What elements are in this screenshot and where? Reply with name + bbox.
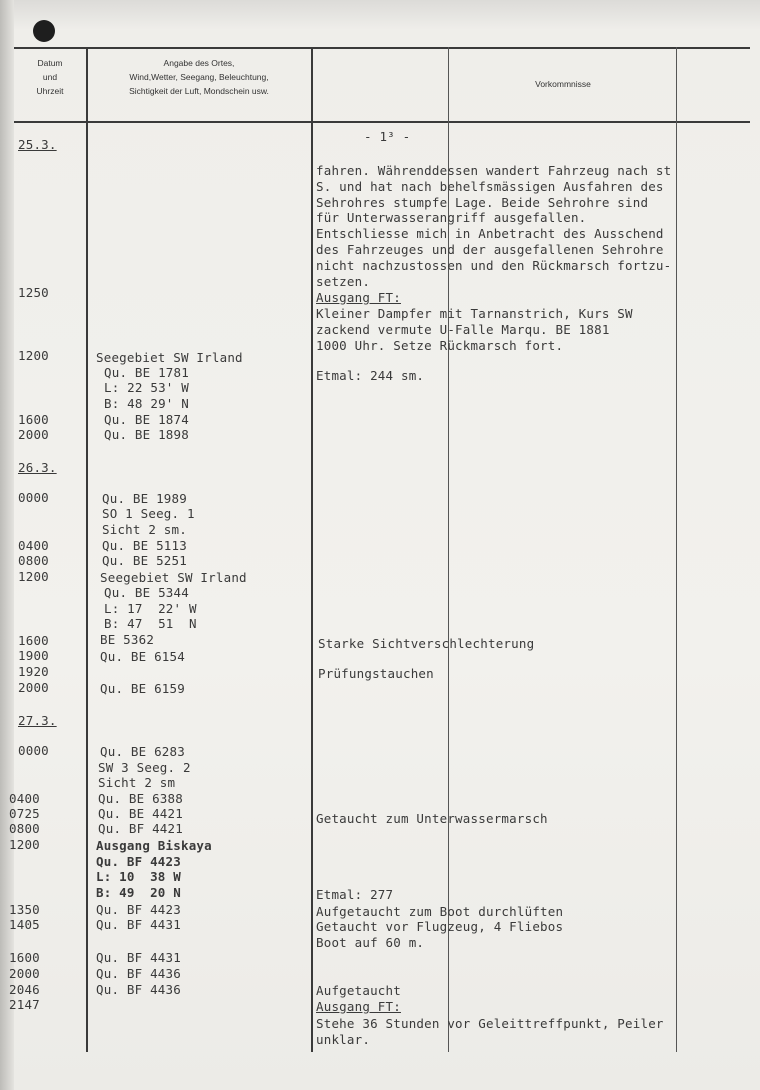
event-line: Aufgetaucht zum Boot durchlüften [316, 904, 564, 919]
place-entry: Qu. BF 4423 [96, 902, 181, 917]
time-entry: 0400 [18, 538, 49, 553]
place-entry: Qu. BE 1989 [102, 491, 187, 506]
place-entry: Qu. BE 6154 [100, 649, 185, 664]
event-line: Etmal: 244 sm. [316, 368, 425, 383]
time-entry: 1600 [18, 412, 49, 427]
time-entry: 0725 [9, 806, 40, 821]
place-entry: Qu. BE 5113 [102, 538, 187, 553]
header-place-line: Sichtigkeit der Luft, Mondschein usw. [129, 86, 269, 96]
event-line: S. und hat nach behelfsmässigen Ausfahren des [316, 179, 664, 194]
event-line: nicht nachzustossen und den Rückmarsch fortzu- [316, 258, 672, 273]
place-entry: SO 1 Seeg. 1 [102, 506, 195, 521]
place-entry: Ausgang Biskaya [96, 838, 212, 853]
event-line: Aufgetaucht [316, 983, 401, 998]
place-entry: Qu. BE 1874 [104, 412, 189, 427]
place-entry: Qu. BF 4431 [96, 950, 181, 965]
event-line: für Unterwasserangriff ausgefallen. [316, 210, 587, 225]
column-divider-2 [311, 47, 313, 1052]
event-line: Kleiner Dampfer mit Tarnanstrich, Kurs SW [316, 306, 633, 321]
place-entry: L: 22 53' W [104, 380, 189, 395]
date-entry: 27.3. [18, 713, 57, 728]
page-number: - 1³ - [364, 129, 411, 144]
event-line: Entschliesse mich in Anbetracht des Ausschend [316, 226, 664, 241]
place-entry: Seegebiet SW Irland [96, 350, 243, 365]
time-entry: 1200 [18, 569, 49, 584]
table-top-rule [14, 47, 750, 49]
event-line: Ausgang FT: [316, 290, 401, 305]
event-line: Prüfungstauchen [318, 666, 434, 681]
time-entry: 1405 [9, 917, 40, 932]
place-entry: Qu. BE 5251 [102, 553, 187, 568]
event-line: fahren. Währenddessen wandert Fahrzeug nach st [316, 163, 672, 178]
column-divider-4 [676, 47, 677, 1052]
place-entry: Qu. BE 6159 [100, 681, 185, 696]
header-date-line: Uhrzeit [36, 86, 64, 96]
time-entry: 2000 [18, 680, 49, 695]
header-events-line: Vorkommnisse [535, 79, 591, 89]
time-entry: 0000 [18, 743, 49, 758]
place-entry: Seegebiet SW Irland [100, 570, 247, 585]
time-entry: 1250 [18, 285, 49, 300]
event-line: setzen. [316, 274, 371, 289]
place-entry: Sicht 2 sm. [102, 522, 187, 537]
event-line: 1000 Uhr. Setze Rückmarsch fort. [316, 338, 564, 353]
place-entry: Qu. BF 4421 [98, 821, 183, 836]
time-entry: 1350 [9, 902, 40, 917]
place-entry: B: 47 51 N [104, 616, 197, 631]
punch-hole [33, 20, 55, 42]
time-entry: 1900 [18, 648, 49, 663]
column-divider-1 [86, 47, 88, 1052]
place-entry: L: 17 22' W [104, 601, 197, 616]
header-date-line: und [42, 72, 58, 82]
time-entry: 2000 [9, 966, 40, 981]
header-place-line: Angabe des Ortes, [163, 58, 235, 68]
event-line: unklar. [316, 1032, 371, 1047]
header-date-column [14, 56, 86, 98]
header-place-line: Wind,Wetter, Seegang, Beleuchtung, [129, 72, 269, 82]
event-line: Getaucht zum Unterwassermarsch [316, 811, 548, 826]
place-entry: Qu. BE 1898 [104, 427, 189, 442]
event-line: Ausgang FT: [316, 999, 401, 1014]
place-entry: Qu. BF 4423 [96, 854, 181, 869]
time-entry: 1600 [18, 633, 49, 648]
time-entry: 2046 [9, 982, 40, 997]
time-entry: 1920 [18, 664, 49, 679]
event-line: zackend vermute U-Falle Marqu. BE 1881 [316, 322, 610, 337]
place-entry: Qu. BE 6283 [100, 744, 185, 759]
event-line: Sehrohres stumpfe Lage. Beide Sehrohre sind [316, 195, 649, 210]
header-place-column [88, 56, 310, 98]
event-line: Stehe 36 Stunden vor Geleittreffpunkt, Peiler [316, 1016, 664, 1031]
place-entry: B: 49 20 N [96, 885, 181, 900]
place-entry: Qu. BE 4421 [98, 806, 183, 821]
place-entry: Sicht 2 sm [98, 775, 176, 790]
time-entry: 2000 [18, 427, 49, 442]
place-entry: Qu. BF 4431 [96, 917, 181, 932]
event-line: Getaucht vor Flugzeug, 4 Fliebos [316, 919, 564, 934]
place-entry: Qu. BF 4436 [96, 966, 181, 981]
header-events-column [450, 77, 676, 91]
date-entry: 25.3. [18, 137, 57, 152]
event-line: Starke Sichtverschlechterung [318, 636, 535, 651]
header-date-line: Datum [37, 58, 63, 68]
time-entry: 0400 [9, 791, 40, 806]
place-entry: Qu. BF 4436 [96, 982, 181, 997]
time-entry: 0800 [18, 553, 49, 568]
event-line: des Fahrzeuges und der ausgefallenen Sehrohre [316, 242, 664, 257]
place-entry: SW 3 Seeg. 2 [98, 760, 191, 775]
time-entry: 1600 [9, 950, 40, 965]
place-entry: Qu. BE 1781 [104, 365, 189, 380]
event-line: Etmal: 277 [316, 887, 394, 902]
time-entry: 2147 [9, 997, 40, 1012]
time-entry: 0800 [9, 821, 40, 836]
time-entry: 1200 [9, 837, 40, 852]
place-entry: Qu. BE 6388 [98, 791, 183, 806]
header-bottom-rule [14, 121, 750, 123]
date-entry: 26.3. [18, 460, 57, 475]
place-entry: L: 10 38 W [96, 869, 181, 884]
time-entry: 0000 [18, 490, 49, 505]
place-entry: B: 48 29' N [104, 396, 189, 411]
place-entry: BE 5362 [100, 632, 155, 647]
place-entry: Qu. BE 5344 [104, 585, 189, 600]
event-line: Boot auf 60 m. [316, 935, 425, 950]
time-entry: 1200 [18, 348, 49, 363]
